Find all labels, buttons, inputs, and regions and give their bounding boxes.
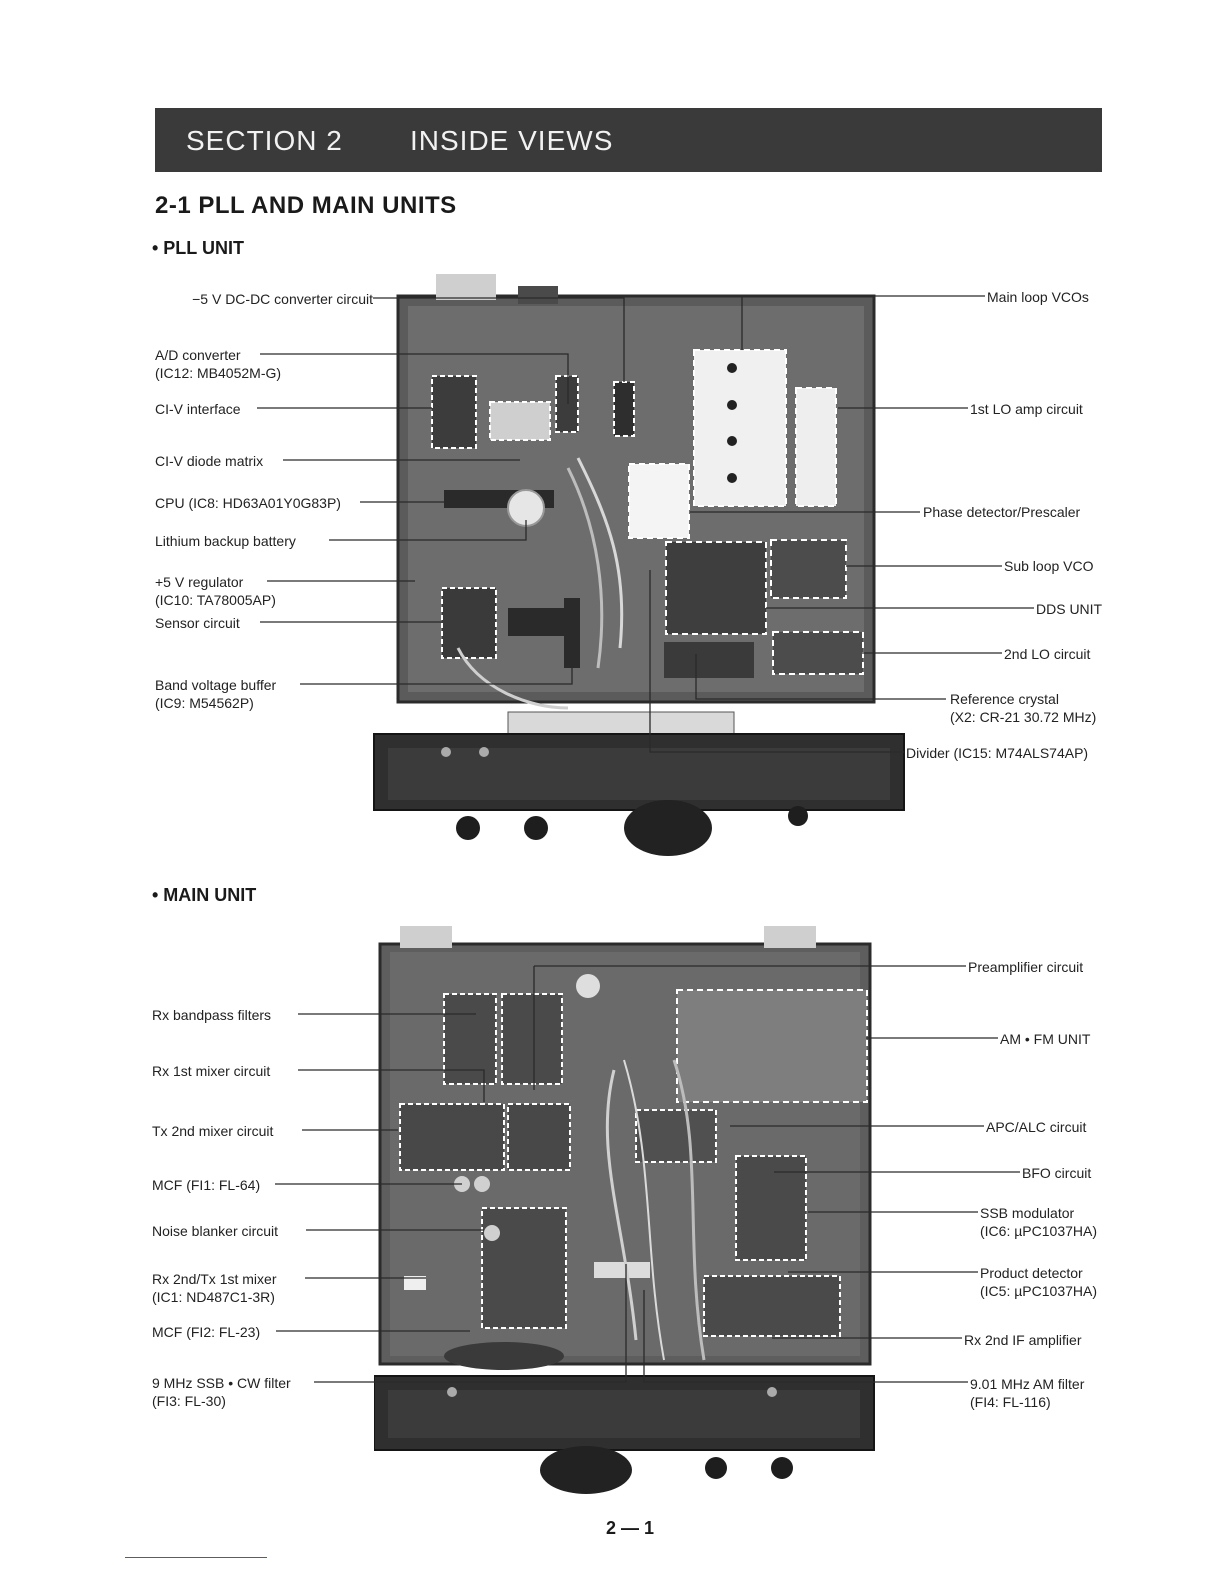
main-label-ssb-cw-filter	[152, 1374, 291, 1410]
pll-label-reference-crystal-part: (X2: CR-21 30.72 MHz)	[950, 709, 1097, 725]
pll-label-divider: Divider (IC15: M74ALS74AP)	[906, 745, 1089, 761]
footer-rule	[125, 1557, 267, 1558]
main-label-noise-blanker: Noise blanker circuit	[152, 1223, 279, 1239]
pll-label-reference-crystal-title: Reference crystal	[950, 691, 1059, 707]
main-label-rx2-tx1-mixer-title: Rx 2nd/Tx 1st mixer	[152, 1271, 277, 1287]
main-label-preamplifier: Preamplifier circuit	[968, 959, 1084, 975]
pll-label-main-loop-vcos: Main loop VCOs	[987, 289, 1089, 305]
main-label-ssb-modulator	[980, 1204, 1097, 1240]
main-label-product-detector-title: Product detector	[980, 1265, 1083, 1281]
main-heading: • MAIN UNIT	[152, 885, 257, 905]
pll-label-1st-lo-amp: 1st LO amp circuit	[970, 401, 1083, 417]
pll-label-sensor-circuit: Sensor circuit	[155, 615, 240, 631]
main-label-ssb-cw-filter-part: (FI3: FL-30)	[152, 1393, 226, 1409]
main-label-product-detector	[980, 1264, 1097, 1300]
main-label-tx-2nd-mixer: Tx 2nd mixer circuit	[152, 1123, 274, 1139]
main-label-mcf-fi1: MCF (FI1: FL-64)	[152, 1177, 261, 1193]
main-label-am-filter-part: (FI4: FL-116)	[970, 1394, 1051, 1410]
main-label-am-fm-unit: AM • FM UNIT	[1000, 1031, 1091, 1047]
main-label-am-filter	[970, 1375, 1084, 1411]
main-label-product-detector-part: (IC5: µPC1037HA)	[980, 1283, 1097, 1299]
pll-label-band-voltage-buffer-part: (IC9: M54562P)	[155, 695, 254, 711]
section-title: INSIDE VIEWS	[410, 125, 614, 156]
pll-label-5v-regulator-part: (IC10: TA78005AP)	[155, 592, 276, 608]
main-label-ssb-modulator-part: (IC6: µPC1037HA)	[980, 1223, 1097, 1239]
subsection-title: 2-1 PLL AND MAIN UNITS	[155, 192, 457, 219]
pll-label-ad-converter-title: A/D converter	[155, 347, 241, 363]
main-label-rx-2nd-if-amp: Rx 2nd IF amplifier	[964, 1332, 1082, 1348]
main-label-rx-bandpass: Rx bandpass filters	[152, 1007, 272, 1023]
section-number: SECTION 2	[186, 125, 343, 156]
pll-label-phase-detector: Phase detector/Prescaler	[923, 504, 1081, 520]
pll-heading: • PLL UNIT	[152, 238, 244, 258]
main-label-ssb-modulator-title: SSB modulator	[980, 1205, 1075, 1221]
pll-label-band-voltage-buffer-title: Band voltage buffer	[155, 677, 277, 693]
pll-label-cpu: CPU (IC8: HD63A01Y0G83P)	[155, 495, 341, 511]
main-label-am-filter-title: 9.01 MHz AM filter	[970, 1376, 1085, 1392]
pll-label-ad-converter-part: (IC12: MB4052M-G)	[155, 365, 282, 381]
pll-label-5v-regulator-title: +5 V regulator	[155, 574, 244, 590]
main-label-ssb-cw-filter-title: 9 MHz SSB • CW filter	[152, 1375, 291, 1391]
main-label-rx2-tx1-mixer	[152, 1270, 276, 1306]
pll-label-civ-interface: CI-V interface	[155, 401, 241, 417]
main-label-mcf-fi2: MCF (FI2: FL-23)	[152, 1324, 261, 1340]
main-label-rx-1st-mixer: Rx 1st mixer circuit	[152, 1063, 271, 1079]
main-label-bfo: BFO circuit	[1022, 1165, 1092, 1181]
pll-label-lithium-battery: Lithium backup battery	[155, 533, 296, 549]
pll-label-dds-unit: DDS UNIT	[1036, 601, 1103, 617]
pll-label-dcdc: −5 V DC-DC converter circuit	[192, 291, 373, 307]
pll-label-civ-diode-matrix: CI-V diode matrix	[155, 453, 264, 469]
pll-label-2nd-lo: 2nd LO circuit	[1004, 646, 1091, 662]
page-number: 2 — 1	[606, 1518, 655, 1538]
pll-label-sub-loop-vco: Sub loop VCO	[1004, 558, 1094, 574]
main-label-apc-alc: APC/ALC circuit	[986, 1119, 1087, 1135]
main-label-rx2-tx1-mixer-part: (IC1: ND487C1-3R)	[152, 1289, 275, 1305]
